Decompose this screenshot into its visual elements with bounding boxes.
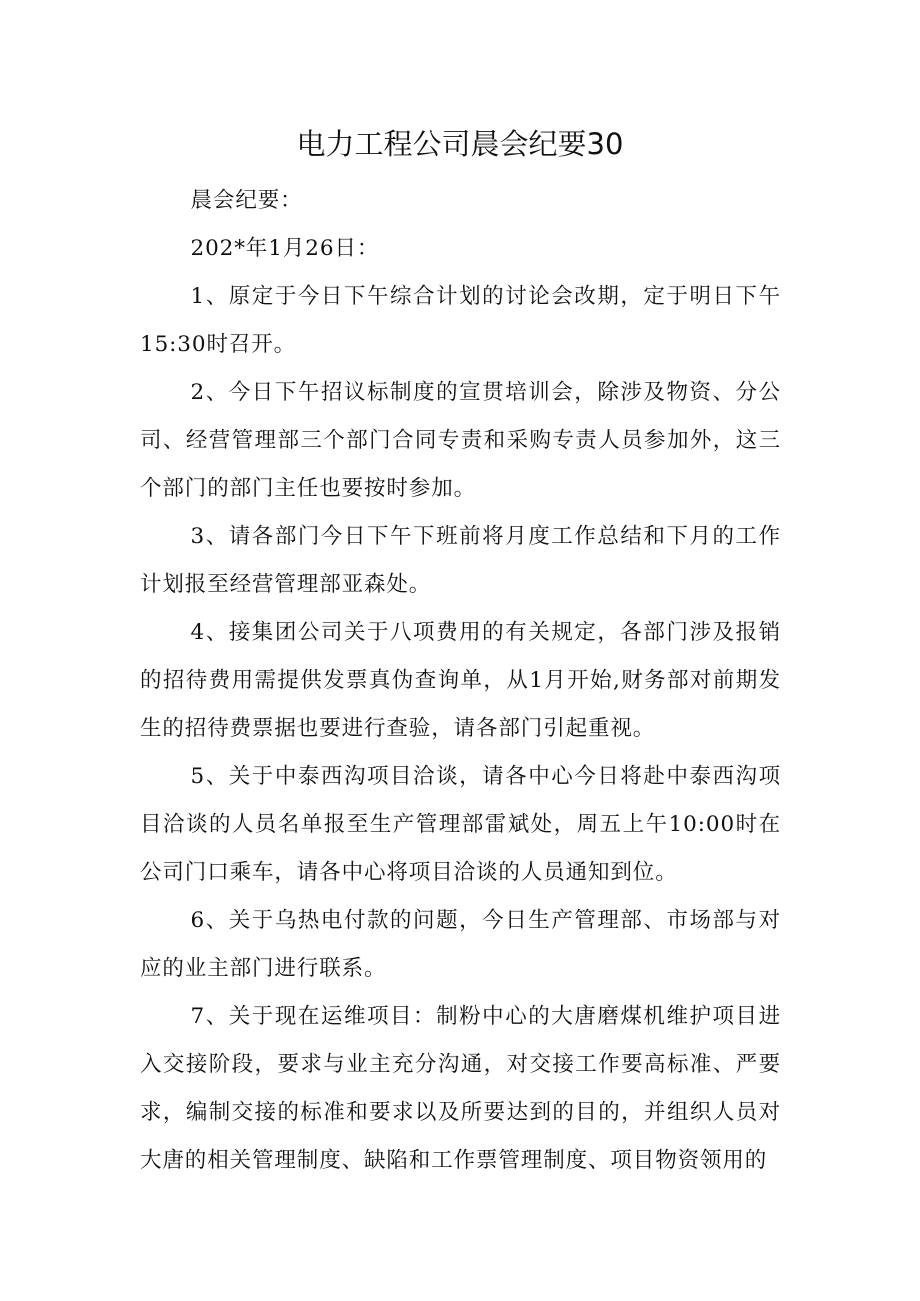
minutes-heading: 晨会纪要： — [190, 188, 303, 213]
minutes-item-7: 7、关于现在运维项目：制粉中心的大唐磨煤机维护项目进入交接阶段，要求与业主充分沟通，对交接工作要高标准、严要求，编制交接的标准和要求以及所要达到的目的，并组织人员对大唐的相关管理制度、缺陷和工作票管理制度、项目物资领用的 — [140, 1004, 781, 1173]
minutes-item-4: 4、接集团公司关于八项费用的有关规定，各部门涉及报销的招待费用需提供发票真伪查询单，从1月开始,财务部对前期发生的招待费票据也要进行查验，请各部门引起重视。 — [140, 620, 781, 741]
minutes-item-2: 2、今日下午招议标制度的宣贯培训会，除涉及物资、分公司、经营管理部三个部门合同专责和采购专责人员参加外，这三个部门的部门主任也要按时参加。 — [140, 380, 781, 501]
minutes-date: 202*年1月26日： — [190, 236, 380, 261]
minutes-item-6: 6、关于乌热电付款的问题，今日生产管理部、市场部与对应的业主部门进行联系。 — [140, 908, 781, 981]
minutes-item-3: 3、请各部门今日下午下班前将月度工作总结和下月的工作计划报至经营管理部亚森处。 — [140, 524, 781, 597]
minutes-item-5: 5、关于中泰西沟项目洽谈，请各中心今日将赴中泰西沟项目洽谈的人员名单报至生产管理部雷斌处，周五上午10:00时在公司门口乘车，请各中心将项目洽谈的人员通知到位。 — [140, 764, 781, 885]
document-title: 电力工程公司晨会纪要30 — [296, 127, 624, 161]
minutes-item-1: 1、原定于今日下午综合计划的讨论会改期，定于明日下午15:30时召开。 — [140, 284, 781, 357]
document-body — [140, 177, 781, 1185]
